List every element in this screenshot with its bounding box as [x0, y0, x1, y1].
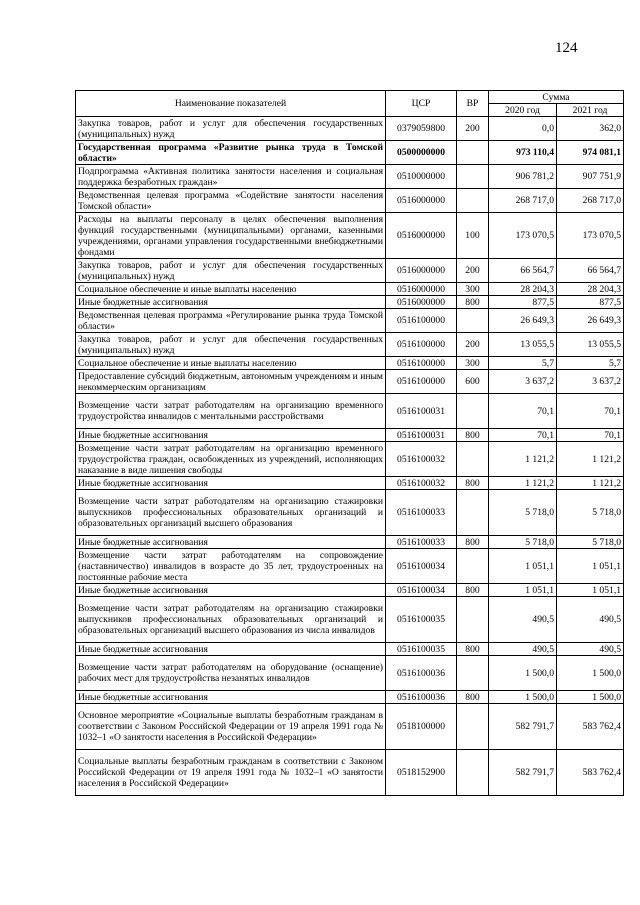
table-row: [76, 490, 624, 536]
budget-table: [75, 90, 624, 796]
row-csr: 0518100000: [386, 704, 457, 750]
row-csr: 0518152900: [386, 750, 457, 796]
row-name: Возмещение части затрат работодателям на организацию стажировки выпускников профессиональных образовательных организаций и образовательных организаций высшего образования из числа инвалидов: [76, 597, 386, 643]
table-row: [76, 213, 624, 259]
row-csr: 0516100034: [386, 549, 457, 584]
row-value-2020: 70,1: [489, 394, 557, 429]
header-name: Наименование показателей: [76, 91, 386, 117]
table-row: [76, 536, 624, 549]
row-name: Расходы на выплаты персоналу в целях обеспечения выполнения функций государственными (муниципальными) органами, казенными учреждениями, органами управления государственными внебюджетными фондами: [76, 213, 386, 259]
row-name: Ведомственная целевая программа «Содействие занятости населения Томской области»: [76, 189, 386, 213]
row-value-2020: 1 051,1: [489, 584, 557, 597]
row-vr: [457, 165, 489, 189]
row-vr: 200: [457, 333, 489, 357]
row-csr: 0516100000: [386, 309, 457, 333]
table-row: [76, 309, 624, 333]
row-csr: 0516100031: [386, 394, 457, 429]
row-vr: [457, 490, 489, 536]
table-row: [76, 584, 624, 597]
row-csr: 0516100035: [386, 597, 457, 643]
row-vr: 300: [457, 283, 489, 296]
row-vr: 800: [457, 536, 489, 549]
row-value-2021: 974 081,1: [557, 141, 624, 165]
table-body: [76, 117, 624, 796]
row-name: Иные бюджетные ассигнования: [76, 296, 386, 309]
row-value-2020: 490,5: [489, 597, 557, 643]
row-name: Возмещение части затрат работодателям на сопровождение (наставничество) инвалидов в возрасте до 35 лет, трудоустроенных на постоянные рабочие места: [76, 549, 386, 584]
row-name: Государственная программа «Развитие рынка труда в Томской области»: [76, 141, 386, 165]
row-value-2020: 173 070,5: [489, 213, 557, 259]
table-row: [76, 691, 624, 704]
header-csr: ЦСР: [386, 91, 457, 117]
row-vr: 200: [457, 259, 489, 283]
row-name: Закупка товаров, работ и услуг для обеспечения государственных (муниципальных) нужд: [76, 117, 386, 141]
row-csr: 0516000000: [386, 259, 457, 283]
table-row: [76, 370, 624, 394]
row-name: Социальное обеспечение и иные выплаты населению: [76, 357, 386, 370]
row-value-2021: 28 204,3: [557, 283, 624, 296]
header-sum: Сумма: [489, 91, 624, 104]
row-vr: 800: [457, 643, 489, 656]
row-value-2020: 28 204,3: [489, 283, 557, 296]
row-value-2020: 1 121,2: [489, 442, 557, 477]
row-value-2021: 5 718,0: [557, 536, 624, 549]
row-name: Социальные выплаты безработным гражданам в соответствии с Законом Российской Федерации от 19 апреля 1991 года № 1032–1 «О занятости населения в Российской Федерации»: [76, 750, 386, 796]
row-name: Закупка товаров, работ и услуг для обеспечения государственных (муниципальных) нужд: [76, 259, 386, 283]
row-value-2021: 362,0: [557, 117, 624, 141]
table-row: [76, 259, 624, 283]
row-vr: [457, 394, 489, 429]
row-value-2021: 1 121,2: [557, 442, 624, 477]
row-value-2020: 906 781,2: [489, 165, 557, 189]
row-vr: 800: [457, 691, 489, 704]
row-value-2020: 66 564,7: [489, 259, 557, 283]
row-value-2021: 3 637,2: [557, 370, 624, 394]
row-name: Возмещение части затрат работодателям на оборудование (оснащение) рабочих мест для трудоустройства незанятых инвалидов: [76, 656, 386, 691]
row-value-2021: 1 051,1: [557, 549, 624, 584]
row-csr: 0516100031: [386, 429, 457, 442]
table-row: [76, 750, 624, 796]
row-csr: 0516100033: [386, 536, 457, 549]
row-name: Возмещение части затрат работодателям на организацию временного трудоустройства граждан, освобожденных из учреждений, исполняющих наказание в виде лишения свободы: [76, 442, 386, 477]
row-csr: 0516100032: [386, 477, 457, 490]
row-vr: 200: [457, 117, 489, 141]
row-csr: 0516100032: [386, 442, 457, 477]
row-vr: [457, 442, 489, 477]
table-header: [76, 91, 624, 117]
row-value-2021: 877,5: [557, 296, 624, 309]
row-value-2020: 0,0: [489, 117, 557, 141]
row-value-2021: 5 718,0: [557, 490, 624, 536]
table-row: [76, 296, 624, 309]
row-value-2021: 907 751,9: [557, 165, 624, 189]
row-value-2020: 26 649,3: [489, 309, 557, 333]
table-row: [76, 333, 624, 357]
row-value-2020: 3 637,2: [489, 370, 557, 394]
row-value-2021: 173 070,5: [557, 213, 624, 259]
row-value-2020: 973 110,4: [489, 141, 557, 165]
row-csr: 0516100036: [386, 691, 457, 704]
row-value-2020: 582 791,7: [489, 704, 557, 750]
row-vr: 600: [457, 370, 489, 394]
header-year-2020: 2020 год: [489, 104, 557, 117]
table-row: [76, 704, 624, 750]
row-csr: 0379059800: [386, 117, 457, 141]
table-row: [76, 597, 624, 643]
header-vr: ВР: [457, 91, 489, 117]
table-row: [76, 165, 624, 189]
row-name: Возмещение части затрат работодателям на организацию временного трудоустройства инвалидов с ментальными расстройствами: [76, 394, 386, 429]
row-value-2021: 1 051,1: [557, 584, 624, 597]
row-value-2020: 1 500,0: [489, 691, 557, 704]
row-value-2020: 5 718,0: [489, 490, 557, 536]
row-value-2021: 1 121,2: [557, 477, 624, 490]
table-row: [76, 656, 624, 691]
row-csr: 0500000000: [386, 141, 457, 165]
table-row: [76, 643, 624, 656]
row-value-2021: 1 500,0: [557, 691, 624, 704]
row-value-2020: 5,7: [489, 357, 557, 370]
row-vr: 300: [457, 357, 489, 370]
table-row: [76, 394, 624, 429]
row-name: Иные бюджетные ассигнования: [76, 429, 386, 442]
row-vr: [457, 309, 489, 333]
table-row: [76, 117, 624, 141]
row-vr: [457, 549, 489, 584]
row-csr: 0510000000: [386, 165, 457, 189]
row-name: Иные бюджетные ассигнования: [76, 536, 386, 549]
row-name: Иные бюджетные ассигнования: [76, 584, 386, 597]
row-csr: 0516100000: [386, 370, 457, 394]
row-vr: [457, 597, 489, 643]
row-vr: 800: [457, 477, 489, 490]
row-csr: 0516000000: [386, 189, 457, 213]
row-vr: [457, 656, 489, 691]
page-number: 124: [555, 40, 578, 56]
row-value-2020: 70,1: [489, 429, 557, 442]
row-value-2021: 583 762,4: [557, 750, 624, 796]
row-value-2020: 1 051,1: [489, 549, 557, 584]
row-value-2021: 5,7: [557, 357, 624, 370]
row-value-2020: 5 718,0: [489, 536, 557, 549]
row-vr: [457, 141, 489, 165]
row-name: Возмещение части затрат работодателям на организацию стажировки выпускников профессиональных образовательных организаций и образовательных организаций высшего образования: [76, 490, 386, 536]
row-value-2021: 26 649,3: [557, 309, 624, 333]
header-year-2021: 2021 год: [557, 104, 624, 117]
row-vr: [457, 189, 489, 213]
row-csr: 0516100036: [386, 656, 457, 691]
row-name: Социальное обеспечение и иные выплаты населению: [76, 283, 386, 296]
row-csr: 0516100000: [386, 333, 457, 357]
table-row: [76, 141, 624, 165]
row-name: Иные бюджетные ассигнования: [76, 643, 386, 656]
row-value-2021: 583 762,4: [557, 704, 624, 750]
row-name: Иные бюджетные ассигнования: [76, 691, 386, 704]
row-value-2020: 877,5: [489, 296, 557, 309]
row-name: Основное мероприятие «Социальные выплаты безработным гражданам в соответствии с Законом Российской Федерации от 19 апреля 1991 года № 1032–1 «О занятости населения в Российской Федерации»: [76, 704, 386, 750]
row-value-2021: 13 055,5: [557, 333, 624, 357]
row-csr: 0516100000: [386, 357, 457, 370]
row-name: Предоставление субсидий бюджетным, автономным учреждениям и иным некоммерческим организациям: [76, 370, 386, 394]
row-csr: 0516100034: [386, 584, 457, 597]
row-vr: 800: [457, 584, 489, 597]
row-value-2021: 70,1: [557, 429, 624, 442]
row-vr: 800: [457, 429, 489, 442]
table-row: [76, 189, 624, 213]
row-value-2021: 1 500,0: [557, 656, 624, 691]
row-value-2021: 70,1: [557, 394, 624, 429]
row-vr: [457, 704, 489, 750]
row-name: Ведомственная целевая программа «Регулирование рынка труда Томской области»: [76, 309, 386, 333]
table-row: [76, 429, 624, 442]
row-name: Иные бюджетные ассигнования: [76, 477, 386, 490]
row-vr: 800: [457, 296, 489, 309]
row-value-2021: 490,5: [557, 597, 624, 643]
table-row: [76, 442, 624, 477]
row-vr: 100: [457, 213, 489, 259]
row-csr: 0516000000: [386, 283, 457, 296]
row-csr: 0516100035: [386, 643, 457, 656]
row-vr: [457, 750, 489, 796]
row-value-2021: 268 717,0: [557, 189, 624, 213]
row-csr: 0516000000: [386, 296, 457, 309]
row-value-2020: 268 717,0: [489, 189, 557, 213]
table-row: [76, 283, 624, 296]
row-value-2020: 490,5: [489, 643, 557, 656]
table-row: [76, 477, 624, 490]
row-name: Подпрограмма «Активная политика занятости населения и социальная поддержка безработных граждан»: [76, 165, 386, 189]
table-row: [76, 357, 624, 370]
table-row: [76, 549, 624, 584]
row-value-2020: 13 055,5: [489, 333, 557, 357]
row-value-2020: 1 500,0: [489, 656, 557, 691]
row-csr: 0516100033: [386, 490, 457, 536]
row-name: Закупка товаров, работ и услуг для обеспечения государственных (муниципальных) нужд: [76, 333, 386, 357]
row-value-2020: 582 791,7: [489, 750, 557, 796]
row-value-2021: 66 564,7: [557, 259, 624, 283]
row-value-2021: 490,5: [557, 643, 624, 656]
row-value-2020: 1 121,2: [489, 477, 557, 490]
row-csr: 0516000000: [386, 213, 457, 259]
